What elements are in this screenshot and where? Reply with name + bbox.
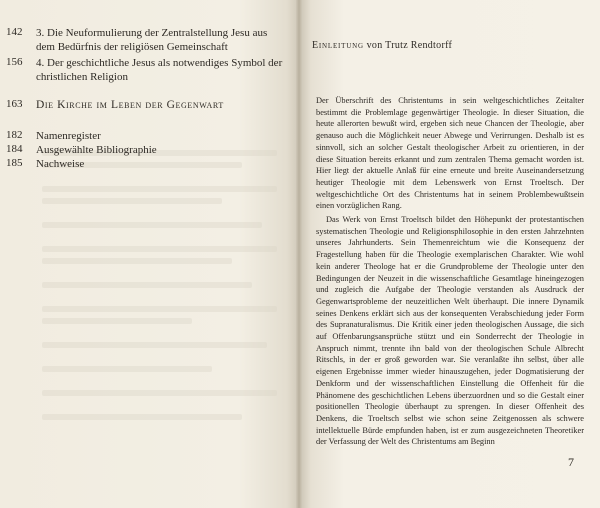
toc-title: 4. Der geschichtliche Jesus als notwendiges Symbol der christlichen Religion	[36, 57, 283, 83]
running-head-title: Einleitung	[312, 40, 364, 51]
show-through-line	[42, 222, 262, 228]
show-through-line	[42, 390, 277, 396]
toc-page-number: 142	[6, 26, 23, 38]
show-through-line	[42, 246, 277, 252]
show-through-line	[42, 306, 277, 312]
show-through-line	[42, 282, 252, 288]
paragraph: Der Überschrift des Christentums in sein weltgeschichtliches Zeitalter bestimmt die Problemlage gegenwärtiger Theologie. In dieser Situation, die heute allerorten bewußt wird, ergeben sich neue Chancen der Theologie, aber genauso auch die Möglichkeit neuer Abwege und Verirrungen. Deshalb ist es sinnvoll, sich an solcher Gestalt theologischer Arbeit zu orientieren, in der diese Situation bereits erkannt und zum zentralen Thema gemacht worden ist. Hier liegt der aktuelle Anlaß für eine erneute und breite Auseinandersetzung heutiger Theologie mit dem Lebenswerk von Ernst Troeltsch. Der weltgeschichtliche Ort des Christentums hat in seinem Problembewußtsein einen vorzüglichen Rang.	[316, 96, 584, 211]
page-number: 7	[568, 455, 574, 469]
body-text	[316, 95, 584, 448]
toc-title: Ausgewählte Bibliographie	[36, 144, 157, 156]
toc-title: 3. Die Neuformulierung der Zentralstellung Jesu aus dem Bedürfnis der religiösen Gemeinschaft	[36, 27, 268, 53]
show-through-line	[42, 342, 267, 348]
toc-title: Namenregister	[36, 130, 101, 142]
show-through-line	[42, 258, 232, 264]
paragraph: Das Werk von Ernst Troeltsch bildet den Höhepunkt der protestantischen systematischen Theologie und Religionsphilosophie in den ersten Jahrzehnten unseres Jahrhunderts. Sein Themenreichtum wie die Konsequenz der Fragestellung haben für die Theologie exemplarischen Charakter. Wie wohl kein anderer Theologe hat er die Grundprobleme der Theologie unter den Bedingungen der Neuzeit in die wissenschaftliche Gesamtlage hineingezogen und zugleich die Aufgabe der Theologie verstanden als Ausdruck der Gegenwartsprobleme der neuzeitlichen Welt überhaupt. Die innere Dynamik seines Denkens erklärt sich aus der konsequenten Verabschiedung jeder Form des Supranaturalismus. Die Kritik einer jeden theologischen Aussage, die sich auf Offenbarungsansprüche stützt und ein Sonderrecht der Theologie in Anspruch nimmt, trennte ihn bald von der theologischen Schule Albrecht Ritschls, in der er groß geworden war. Sie veranlaßte ihn selbst, über alle eigenen Ergebnisse immer wieder hinauszugehen, jeder Dogmatisierung der Denkform und der wissenschaftlichen Einstellung die Offenheit für die Phänomene des geschichtlichen Lebens überzuordnen und so die Gestalt einer positionellen Theologie überhaupt zu sprengen. In dieser Offenheit des Denkens, die Troeltsch selbst wie schon seine Zeitgenossen als schwere intellektuelle Bürde empfunden haben, ist er zum ausgezeichneten Theoretiker der Verfassung der Welt des Christentums am Beginn	[316, 215, 584, 447]
left-page	[0, 0, 299, 508]
toc-page-number: 163	[6, 98, 23, 110]
toc-page-number: 182	[6, 129, 23, 141]
toc-title: Nachweise	[36, 158, 85, 170]
toc-page-number: 156	[6, 56, 23, 68]
show-through-line	[42, 318, 192, 324]
toc-page-number: 185	[6, 157, 23, 169]
show-through-line	[42, 186, 277, 192]
show-through-line	[42, 414, 242, 420]
book-gutter	[296, 0, 302, 508]
toc-page-number: 184	[6, 143, 23, 155]
show-through-line	[42, 198, 222, 204]
running-head	[312, 40, 452, 51]
toc-section-heading: Die Kirche im Leben der Gegenwart	[36, 99, 224, 111]
running-head-author: von Trutz Rendtorff	[363, 40, 453, 51]
show-through-line	[42, 366, 212, 372]
